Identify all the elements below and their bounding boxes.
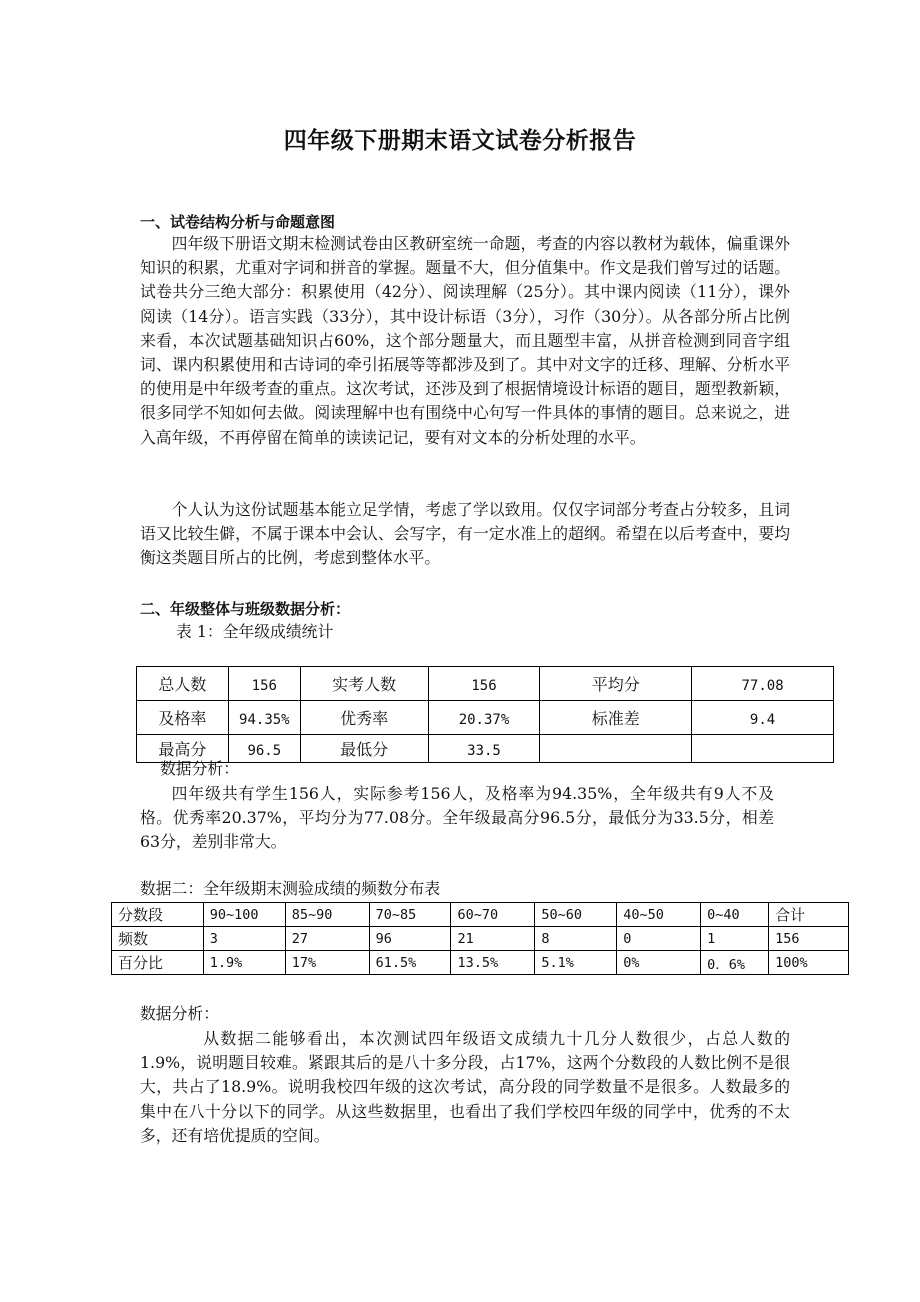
score-distribution-table bbox=[111, 902, 849, 975]
table-cell: 合计 bbox=[769, 903, 849, 927]
table-cell: 156 bbox=[228, 667, 300, 701]
analysis-2-text: 从数据二能够看出，本次测试四年级语文成绩九十几分人数很少，占总人数的1.9%，说明题目较难。紧跟其后的是八十多分段，占17%，这两个分数段的人数比例不是很大，共占了18.9%。说明我校四年级的这次考试，高分段的同学数量不是很多。人数最多的集中在八十分以下的同学。从这些数据里，也看出了我们学校四年级的同学中，优秀的不太多，还有培优提质的空间。 bbox=[140, 1029, 790, 1145]
table-cell: 标准差 bbox=[540, 701, 692, 735]
table-cell: 频数 bbox=[112, 927, 204, 951]
table-cell: 最高分 bbox=[137, 735, 229, 763]
document-title: 四年级下册期末语文试卷分析报告 bbox=[283, 128, 637, 154]
table-cell: 17% bbox=[285, 951, 369, 975]
table-cell: 0~40 bbox=[701, 903, 769, 927]
table-row bbox=[137, 701, 834, 735]
table-cell: 156 bbox=[769, 927, 849, 951]
table-cell: 1 bbox=[701, 927, 769, 951]
table-cell: 3 bbox=[203, 927, 285, 951]
table-cell: 0 bbox=[617, 927, 701, 951]
table-1-caption: 表 1：全年级成绩统计 bbox=[176, 622, 334, 641]
table-cell: 总人数 bbox=[137, 667, 229, 701]
table-cell: 60~70 bbox=[451, 903, 535, 927]
analysis-2-label: 数据分析： bbox=[140, 1004, 219, 1023]
table-cell: 最低分 bbox=[300, 735, 428, 763]
table-cell: 平均分 bbox=[540, 667, 692, 701]
table-cell bbox=[540, 735, 692, 763]
table-cell: 5.1% bbox=[535, 951, 617, 975]
table-cell: 94.35% bbox=[228, 701, 300, 735]
table-cell: 70~85 bbox=[369, 903, 451, 927]
table-cell: 21 bbox=[451, 927, 535, 951]
table-cell: 0．6% bbox=[701, 951, 769, 975]
table-cell: 13.5% bbox=[451, 951, 535, 975]
grade-statistics-table bbox=[136, 666, 834, 763]
table-cell: 85~90 bbox=[285, 903, 369, 927]
table-row bbox=[137, 735, 834, 763]
table-cell: 33.5 bbox=[428, 735, 540, 763]
table-2-caption: 数据二：全年级期末测验成绩的频数分布表 bbox=[140, 879, 441, 898]
table-cell: 20.37% bbox=[428, 701, 540, 735]
table-cell: 61.5% bbox=[369, 951, 451, 975]
table-cell: 0% bbox=[617, 951, 701, 975]
table-cell: 40~50 bbox=[617, 903, 701, 927]
table-row bbox=[112, 903, 849, 927]
table-cell: 8 bbox=[535, 927, 617, 951]
table-cell: 50~60 bbox=[535, 903, 617, 927]
table-cell: 156 bbox=[428, 667, 540, 701]
table-cell: 27 bbox=[285, 927, 369, 951]
analysis-1-text: 四年级共有学生156人，实际参考156人，及格率为94.35%，全年级共有9人不及格。优秀率20.37%，平均分为77.08分。全年级最高分96.5分，最低分为33.5分，相差63分，差别非常大。 bbox=[140, 784, 774, 852]
section-1-paragraph-2: 个人认为这份试题基本能立足学情，考虑了学以致用。仅仅字词部分考查占分较多，且词语又比较生僻，不属于课本中会认、会写字，有一定水准上的超纲。希望在以后考查中，要均衡这类题目所占的比例，考虑到整体水平。 bbox=[140, 500, 790, 568]
table-row bbox=[112, 927, 849, 951]
table-cell: 77.08 bbox=[692, 667, 834, 701]
table-cell: 9.4 bbox=[692, 701, 834, 735]
table-cell bbox=[692, 735, 834, 763]
table-cell: 90~100 bbox=[203, 903, 285, 927]
section-1-paragraph-1: 四年级下册语文期末检测试卷由区教研室统一命题，考查的内容以教材为载体，偏重课外知识的积累，尤重对字词和拼音的掌握。题量不大，但分值集中。作文是我们曾写过的话题。试卷共分三绝大部分：积累使用（42分）、阅读理解（25分）。其中课内阅读（11分），课外阅读（14分）。语言实践（33分），其中设计标语（3分），习作（30分）。从各部分所占比例来看，本次试题基础知识占60%，这个部分题量大，而且题型丰富，从拼音检测到同音字组词、课内积累使用和古诗词的牵引拓展等等都涉及到了。其中对文字的迁移、理解、分析水平的使用是中年级考查的重点。这次考试，还涉及到了根据情境设计标语的题目，题型教新颖，很多同学不知如何去做。阅读理解中也有围绕中心句写一件具体的事情的题目。总来说之，进入高年级，不再停留在简单的读读记记，要有对文本的分析处理的水平。 bbox=[140, 234, 790, 447]
table-cell: 优秀率 bbox=[300, 701, 428, 735]
table-cell: 实考人数 bbox=[300, 667, 428, 701]
table-cell: 96.5 bbox=[228, 735, 300, 763]
table-row bbox=[112, 951, 849, 975]
table-cell: 及格率 bbox=[137, 701, 229, 735]
analysis-1-label: 数据分析： bbox=[160, 759, 239, 778]
section-2-heading: 二、年级整体与班级数据分析： bbox=[140, 600, 351, 618]
table-cell: 分数段 bbox=[112, 903, 204, 927]
table-cell: 96 bbox=[369, 927, 451, 951]
table-cell: 100% bbox=[769, 951, 849, 975]
section-1-heading: 一、试卷结构分析与命题意图 bbox=[140, 213, 336, 231]
table-cell: 1.9% bbox=[203, 951, 285, 975]
table-row bbox=[137, 667, 834, 701]
table-cell: 百分比 bbox=[112, 951, 204, 975]
